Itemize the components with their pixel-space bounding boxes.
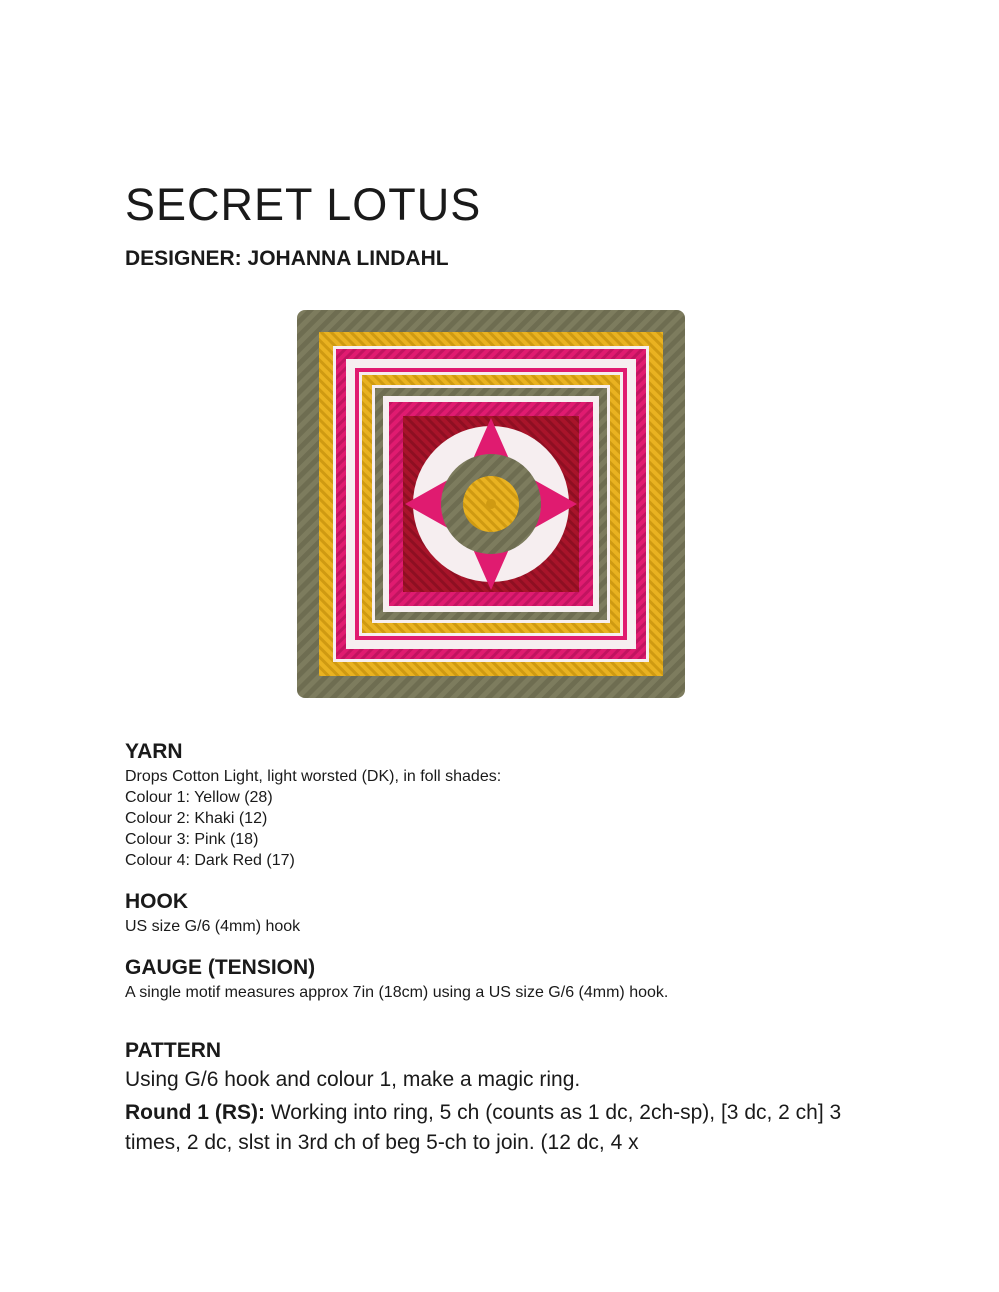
yarn-line: Colour 2: Khaki (12)	[125, 810, 268, 827]
pattern-section	[125, 1037, 865, 1158]
motif-centre-ring	[486, 499, 496, 509]
yarn-line: Colour 4: Dark Red (17)	[125, 852, 295, 869]
crochet-motif-photo	[295, 308, 687, 700]
gauge-heading: GAUGE (TENSION)	[125, 956, 316, 979]
round-label: Round 1 (RS):	[125, 1101, 265, 1124]
yarn-line: Colour 3: Pink (18)	[125, 831, 259, 848]
hook-line: US size G/6 (4mm) hook	[125, 918, 301, 935]
round-text: Working into ring, 5 ch (counts as 1 dc, 2ch-sp), [3 dc, 2 ch] 3 times, 2 dc, slst in 3rd ch of beg 5-ch to join. (12 dc, 4 x	[125, 1101, 842, 1154]
yarn-section	[125, 738, 885, 871]
gauge-line: A single motif measures approx 7in (18cm) using a US size G/6 (4mm) hook.	[125, 984, 669, 1001]
pattern-title: SECRET LOTUS	[125, 179, 482, 230]
gauge-section	[125, 954, 885, 1003]
yarn-line: Colour 1: Yellow (28)	[125, 789, 273, 806]
yarn-heading: YARN	[125, 740, 183, 763]
hook-heading: HOOK	[125, 890, 188, 913]
designer-credit: DESIGNER: JOHANNA LINDAHL	[125, 247, 449, 270]
pattern-round-1	[125, 1098, 865, 1158]
pattern-intro: Using G/6 hook and colour 1, make a magic ring.	[125, 1068, 581, 1091]
hook-section	[125, 888, 885, 937]
pattern-heading: PATTERN	[125, 1039, 222, 1062]
yarn-line: Drops Cotton Light, light worsted (DK), in foll shades:	[125, 768, 502, 785]
